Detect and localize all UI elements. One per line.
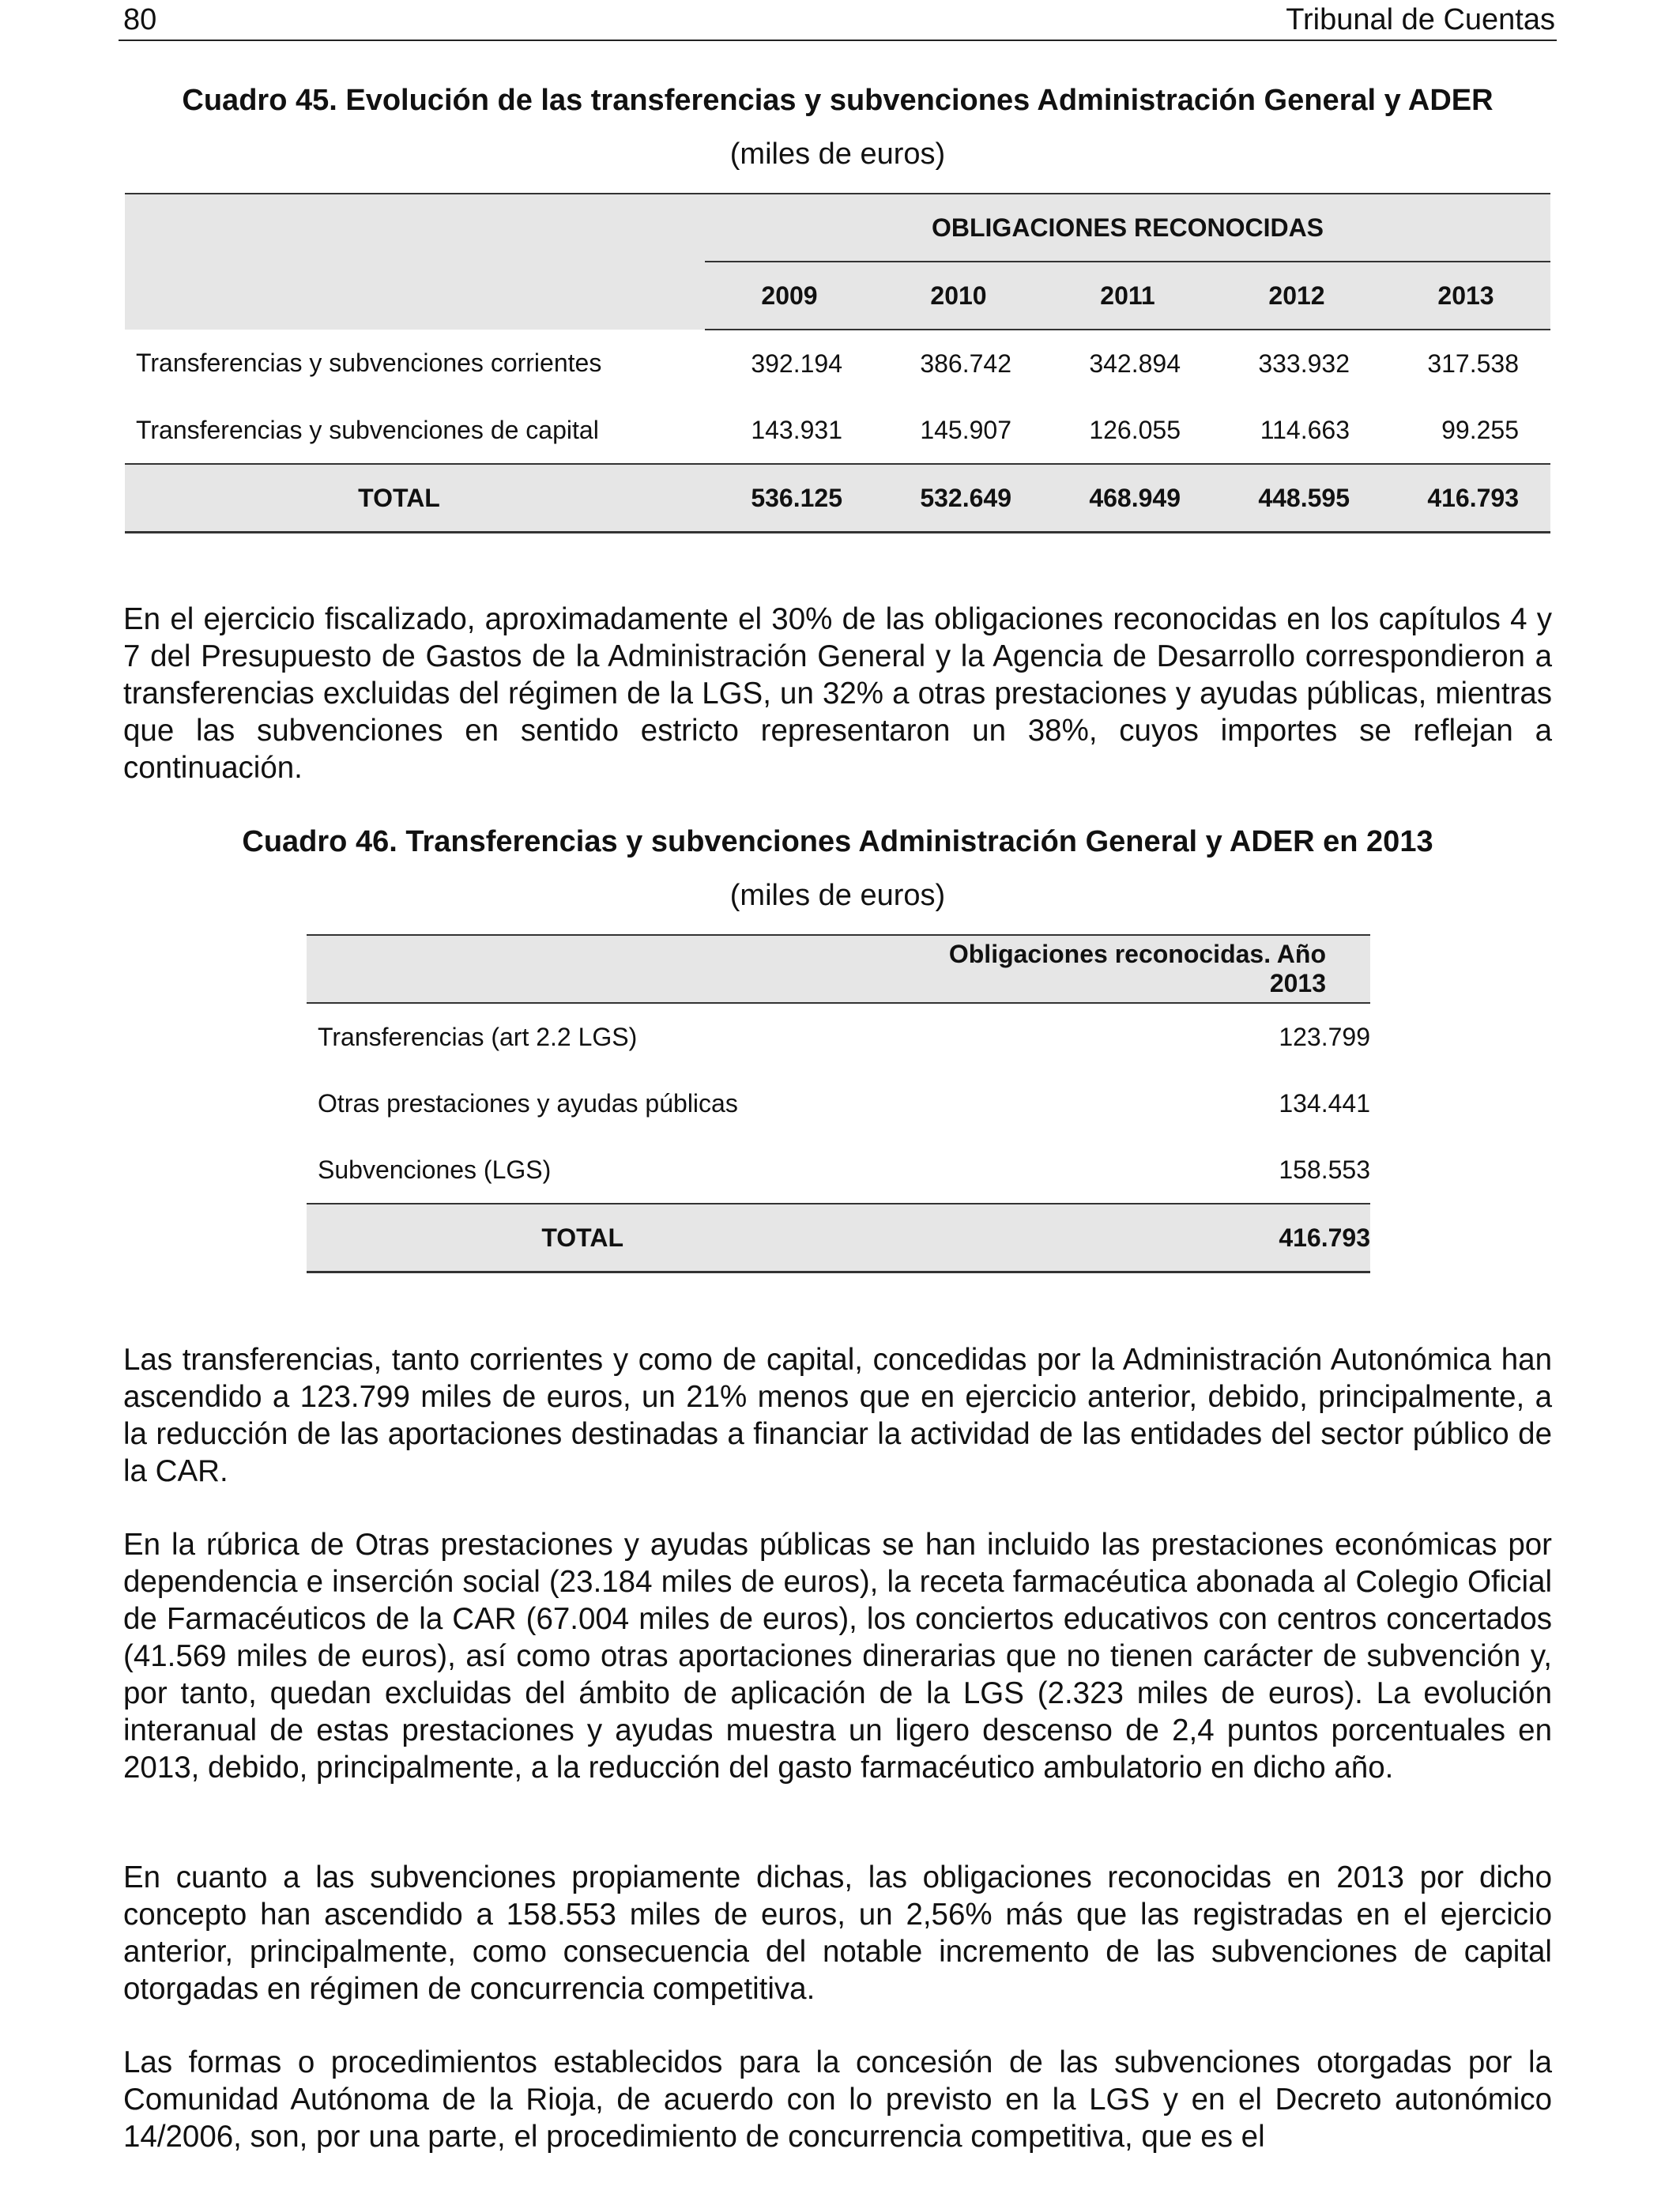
cell-value: 386.742 bbox=[920, 349, 1011, 378]
table45-year: 2013 bbox=[1381, 262, 1550, 330]
cell-value: 145.907 bbox=[920, 415, 1011, 444]
cell-value: 333.932 bbox=[1258, 349, 1350, 378]
table45-units: (miles de euros) bbox=[729, 138, 946, 171]
page-header bbox=[119, 0, 1557, 41]
table-45 bbox=[125, 193, 1550, 533]
total-value: 448.595 bbox=[1212, 464, 1381, 533]
table46-caption: Cuadro 46. Transferencias y subvenciones Administración General y ADER en 2013 bbox=[242, 825, 1433, 858]
cell-value: 123.799 bbox=[1279, 1022, 1370, 1051]
cell-value: 114.663 bbox=[1260, 415, 1350, 444]
paragraph: En el ejercicio fiscalizado, aproximadamente el 30% de las obligaciones reconocidas en los capítulos 4 y 7 del Presupuesto de Gastos de la Administración General y la Agencia de Desarrollo correspondieron a transferencias excluidas del régimen de la LGS, un 32% a otras prestaciones y ayudas públicas, mientras que las subvenciones en sentido estricto representaron un 38%, cuyos importes se reflejan a continuación. bbox=[123, 602, 1552, 785]
cell-value: 143.931 bbox=[751, 415, 842, 444]
table45-empty-header bbox=[125, 194, 705, 330]
cell-value: 134.441 bbox=[1279, 1088, 1370, 1118]
table45-year: 2010 bbox=[874, 262, 1043, 330]
cell-value: 99.255 bbox=[1441, 415, 1519, 444]
table-row bbox=[125, 397, 1550, 464]
cell-value: 392.194 bbox=[751, 349, 842, 378]
table46-column-header: Obligaciones reconocidas. Año 2013 bbox=[890, 935, 1370, 1003]
paragraph: Las formas o procedimientos establecidos para la concesión de las subvenciones otorgadas por la Comunidad Autónoma de la Rioja, de acuerdo con lo previsto en la LGS y en el Decreto autonómico 14/2006, son, por una parte, el procedimiento de concurrencia competitiva, que es el bbox=[123, 2045, 1552, 2154]
table-row bbox=[307, 1003, 1370, 1070]
header-organization: Tribunal de Cuentas bbox=[1286, 3, 1555, 36]
cell-value: 317.538 bbox=[1427, 349, 1519, 378]
total-value: 536.125 bbox=[705, 464, 874, 533]
total-value: 468.949 bbox=[1043, 464, 1212, 533]
table-row bbox=[125, 330, 1550, 397]
total-label: TOTAL bbox=[125, 464, 705, 533]
cell-value: 158.553 bbox=[1279, 1155, 1370, 1184]
table-row bbox=[307, 1070, 1370, 1137]
page-number: 80 bbox=[123, 3, 157, 36]
table45-caption: Cuadro 45. Evolución de las transferencias y subvenciones Administración General y ADER bbox=[182, 84, 1494, 117]
paragraph: En la rúbrica de Otras prestaciones y ayudas públicas se han incluido las prestaciones económicas por dependencia e inserción social (23.184 miles de euros), la receta farmacéutica abonada al Colegio Oficial de Farmacéuticos de la CAR (67.004 miles de euros), los conciertos educativos con centros concertados (41.569 miles de euros), así como otras aportaciones dinerarias que no tienen carácter de subvención y, por tanto, quedan excluidas del ámbito de aplicación de la LGS (2.323 miles de euros). La evolución interanual de estas prestaciones y ayudas muestra un ligero descenso de 2,4 puntos porcentuales en 2013, debido, principalmente, a la reducción del gasto farmacéutico ambulatorio en dicho año. bbox=[123, 1528, 1552, 1785]
total-value: 416.793 bbox=[890, 1204, 1370, 1272]
row-label: Transferencias y subvenciones de capital bbox=[136, 415, 599, 444]
row-label: Transferencias y subvenciones corrientes bbox=[136, 349, 602, 377]
table45-year: 2012 bbox=[1212, 262, 1381, 330]
total-row bbox=[307, 1204, 1370, 1272]
total-label: TOTAL bbox=[307, 1204, 890, 1272]
table46-empty-header bbox=[307, 935, 890, 1003]
cell-value: 126.055 bbox=[1089, 415, 1181, 444]
table46-units: (miles de euros) bbox=[729, 879, 946, 912]
table45-year: 2011 bbox=[1043, 262, 1212, 330]
row-label: Otras prestaciones y ayudas públicas bbox=[318, 1088, 738, 1118]
table-46 bbox=[307, 934, 1370, 1273]
table-row bbox=[307, 1137, 1370, 1204]
cell-value: 342.894 bbox=[1089, 349, 1181, 378]
row-label: Subvenciones (LGS) bbox=[318, 1155, 552, 1184]
table45-group-header: OBLIGACIONES RECONOCIDAS bbox=[705, 194, 1550, 262]
row-label: Transferencias (art 2.2 LGS) bbox=[318, 1022, 638, 1051]
total-value: 532.649 bbox=[874, 464, 1043, 533]
paragraph: En cuanto a las subvenciones propiamente dichas, las obligaciones reconocidas en 2013 por dicho concepto han ascendido a 158.553 miles de euros, un 2,56% más que las registradas en el ejercicio anterior, principalmente, como consecuencia del notable incremento de las subvenciones de capital otorgadas en régimen de concurrencia competitiva. bbox=[123, 1860, 1552, 2006]
total-row bbox=[125, 464, 1550, 533]
table45-year: 2009 bbox=[705, 262, 874, 330]
paragraph: Las transferencias, tanto corrientes y como de capital, concedidas por la Administración Autonómica han ascendido a 123.799 miles de euros, un 21% menos que en ejercicio anterior, debido, principalmente, a la reducción de las aportaciones destinadas a financiar la actividad de las entidades del sector público de la CAR. bbox=[123, 1343, 1552, 1488]
total-value: 416.793 bbox=[1381, 464, 1550, 533]
